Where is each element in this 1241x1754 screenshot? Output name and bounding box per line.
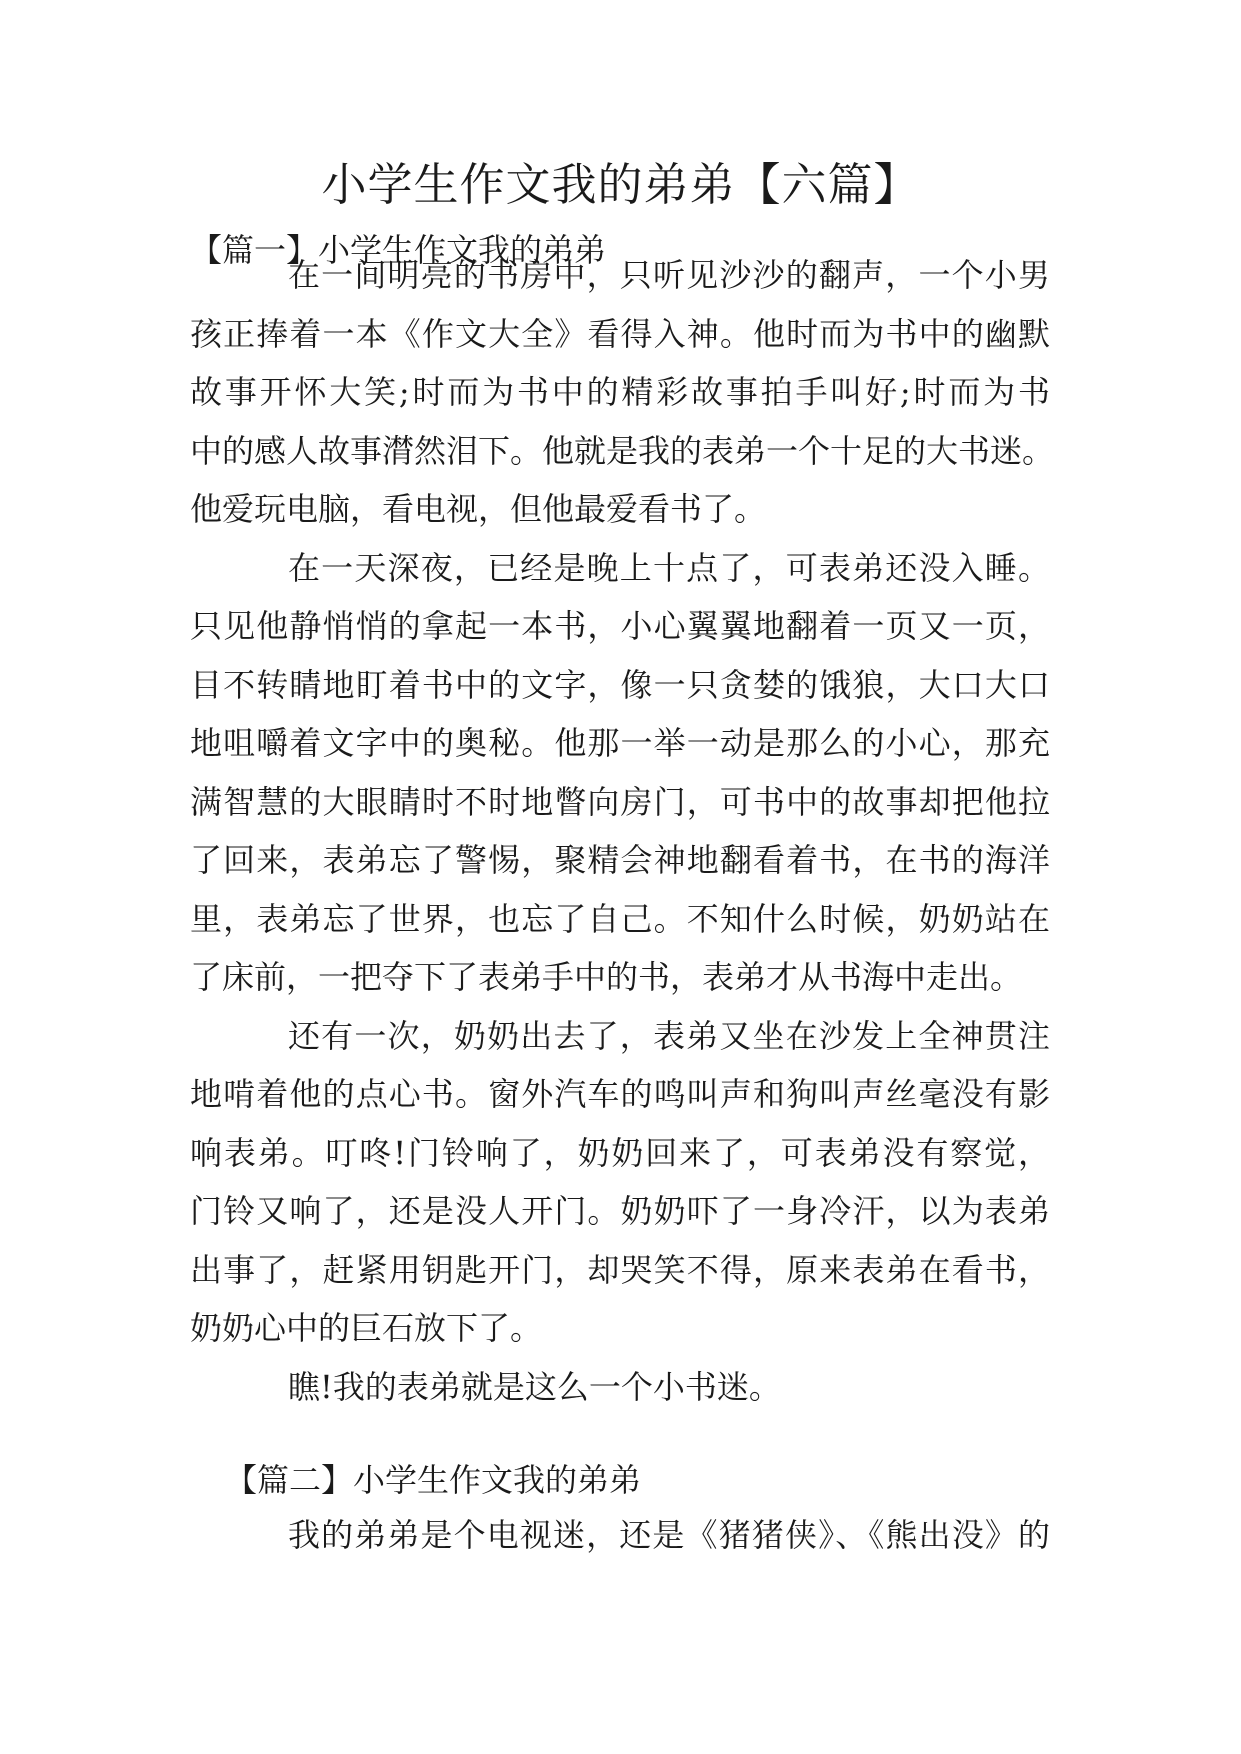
paragraph-line: 了床前，一把夺下了表弟手中的书，表弟才从书海中走出。 (190, 958, 1023, 996)
paragraph-line: 中的感人故事潸然泪下。他就是我的表弟一个十足的大书迷。 (190, 431, 1055, 470)
section-2-heading: 【篇二】小学生作文我的弟弟 (225, 1461, 642, 1499)
paragraph-line: 地咀嚼着文字中的奥秘。他那一举一动是那么的小心，那充 (190, 724, 1050, 762)
paragraph-line: 门铃又响了，还是没人开门。奶奶吓了一身冷汗，以为表弟 (190, 1192, 1050, 1230)
paragraph-line: 目不转睛地盯着书中的文字，像一只贪婪的饿狼，大口大口 (190, 665, 1050, 704)
section-1-heading: 【篇一】小学生作文我的弟弟 (190, 231, 607, 269)
paragraph-line: 地啃着他的点心书。窗外汽车的鸣叫声和狗叫声丝毫没有影 (190, 1075, 1050, 1113)
section-1-body (190, 246, 1055, 1416)
paragraph-line: 里，表弟忘了世界，也忘了自己。不知什么时候，奶奶站在 (190, 899, 1050, 938)
paragraph-line: 还有一次，奶奶出去了，表弟又坐在沙发上全神贯注 (288, 1016, 1050, 1055)
paragraph-line: 出事了，赶紧用钥匙开门，却哭笑不得，原来表弟在看书， (190, 1250, 1050, 1289)
paragraph-line: 了回来，表弟忘了警惕，聚精会神地翻看着书，在书的海洋 (190, 841, 1050, 879)
paragraph-line: 在一天深夜，已经是晚上十点了，可表弟还没入睡。 (288, 548, 1050, 587)
section-2-body (190, 1506, 1050, 1565)
paragraph-line: 在一间明亮的书房中，只听见沙沙的翻声，一个小男 (288, 256, 1050, 294)
paragraph-line: 奶奶心中的巨石放下了。 (190, 1309, 543, 1347)
document-title: 小学生作文我的弟弟【六篇】 (321, 158, 920, 211)
paragraph-line: 只见他静悄悄的拿起一本书，小心翼翼地翻着一页又一页， (190, 607, 1050, 645)
paragraph-line: 故事开怀大笑;时而为书中的精彩故事拍手叫好;时而为书 (190, 373, 1050, 411)
paragraph-line: 我的弟弟是个电视迷，还是《猪猪侠》、《熊出没》的 (288, 1516, 1050, 1554)
paragraph-line: 响表弟。叮咚!门铃响了，奶奶回来了，可表弟没有察觉， (190, 1133, 1050, 1172)
paragraph-line: 孩正捧着一本《作文大全》看得入神。他时而为书中的幽默 (190, 314, 1050, 353)
paragraph-line: 满智慧的大眼睛时不时地瞥向房门，可书中的故事却把他拉 (190, 782, 1050, 821)
paragraph-line: 他爱玩电脑，看电视，但他最爱看书了。 (190, 490, 767, 528)
paragraph-line: 瞧!我的表弟就是这么一个小书迷。 (288, 1367, 781, 1406)
